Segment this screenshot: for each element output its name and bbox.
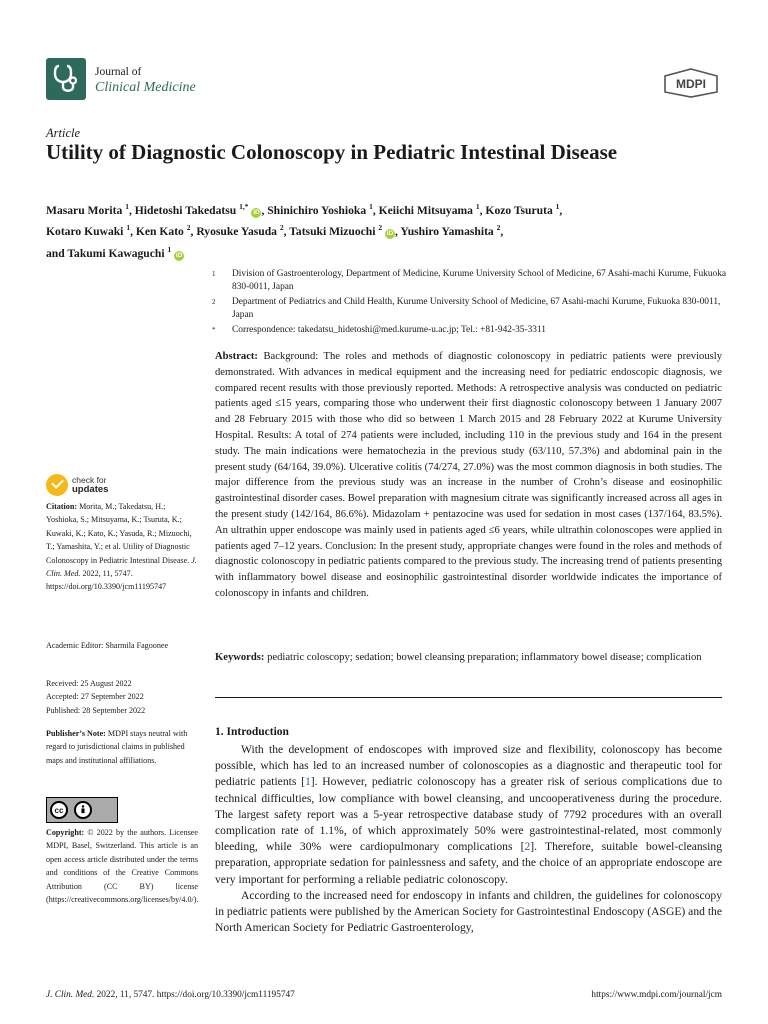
- updates-label: updates: [72, 484, 109, 495]
- author-name: Takumi Kawaguchi: [67, 246, 165, 260]
- author: [485, 204, 559, 217]
- author-name: Kotaro Kuwaki: [46, 225, 124, 239]
- paragraph: [215, 742, 722, 888]
- stethoscope-icon: [51, 63, 81, 95]
- footer-volume[interactable]: 2022, 11, 5747. https://doi.org/10.3390/jcm11195747: [96, 990, 295, 1000]
- attribution-icon: [74, 801, 92, 819]
- author: [67, 244, 184, 260]
- author: [379, 204, 480, 217]
- keywords-label: Keywords:: [215, 652, 265, 663]
- affiliation-number: 2: [212, 297, 216, 306]
- check-for-label: check for: [72, 475, 107, 485]
- author: [400, 225, 500, 238]
- affiliation-number: *: [212, 325, 216, 334]
- published-date: Published: 28 September 2022: [46, 705, 146, 715]
- article-title: Utility of Diagnostic Colonoscopy in Pediatric Intestinal Disease: [46, 140, 618, 164]
- author-name: Keiichi Mitsuyama: [378, 203, 473, 217]
- accepted-date: Accepted: 27 September 2022: [46, 692, 144, 702]
- keywords: [215, 650, 722, 666]
- author-affiliation-marker: 1: [369, 202, 373, 211]
- received-date: Received: 25 August 2022: [46, 679, 132, 688]
- paragraph-text: With the development of endoscopes with improved size and flexibility, colonoscopy has become possible, which has led to an increased number of colonoscopies as a diagnostic and therapeutic tool for pediatric patients [: [215, 743, 722, 789]
- orcid-icon[interactable]: iD: [175, 251, 183, 259]
- publication-dates: [46, 677, 198, 717]
- publisher-note: [46, 727, 198, 767]
- citation-journal: J. Clin. Med.: [46, 555, 197, 579]
- author: [136, 225, 191, 238]
- reference-link[interactable]: 2: [524, 840, 531, 854]
- author: [135, 204, 262, 217]
- affiliations: [212, 268, 732, 338]
- author-affiliation-marker: 1: [126, 223, 131, 233]
- publisher-note-label: Publisher’s Note:: [46, 729, 106, 738]
- footer-journal-url[interactable]: https://www.mdpi.com/journal/jcm: [591, 990, 722, 1000]
- author-list: Masaru Morita $^1$, Hidetoshi Takedatsu $^{1,*}$ iD , Shinichiro Yoshioka $^1$, Keiichi Mitsuyama $^1$, Kozo Tsuruta $^1$, Kotaro Kuwaki $^1$, Ken Kato $^2$, Ryosuke Yasuda $^2$, Tatsuki Mizuochi $^2$ iD , Yushiro Yamashita $^2$, and Takumi Kawaguchi $^1$ iD: [46, 202, 563, 260]
- author-affiliation-marker: 1: [167, 244, 172, 254]
- author-affiliation-marker: 2: [186, 223, 191, 233]
- journal-name: [95, 64, 196, 96]
- author-affiliation-marker: 1: [555, 202, 560, 211]
- citation-tail[interactable]: 2022, 11, 5747. https://doi.org/10.3390/jcm11195747: [46, 569, 167, 592]
- journal-logo: [46, 58, 86, 100]
- affiliation-text: Department of Pediatrics and Child Health, Kurume University School of Medicine, 67 Asahi-machi Kurume, Fukuoka 830-0011, Japan: [232, 296, 721, 321]
- publisher-note-text: MDPI stays neutral with regard to jurisdictional claims in published maps and institutional affiliations.: [46, 729, 188, 765]
- orcid-icon[interactable]: iD: [253, 208, 260, 216]
- journal-title: Clinical Medicine: [95, 80, 196, 95]
- author-affiliation-marker: 1: [125, 202, 129, 211]
- citation-label: Citation:: [46, 502, 78, 511]
- affiliation: [212, 268, 732, 295]
- check-icon: [46, 474, 68, 496]
- orcid-icon[interactable]: iD: [386, 230, 394, 238]
- publisher-name: MDPI: [676, 77, 706, 91]
- editor-label: Academic Editor:: [46, 641, 104, 650]
- affiliation-number: 1: [212, 270, 216, 278]
- author: [46, 225, 130, 238]
- cc-by-license-badge[interactable]: [46, 797, 118, 823]
- copyright-label: Copyright:: [46, 828, 85, 837]
- affiliation-text: Division of Gastroenterology, Department of Medicine, Kurume University School of Medicine, 67 Asahi-machi Kurume, Fukuoka 830-0011, Japan: [232, 269, 727, 293]
- abstract: [215, 349, 722, 602]
- author-affiliation-marker: 2: [279, 223, 284, 233]
- abstract-text: Background: The roles and methods of diagnostic colonoscopy in pediatric patients were previously demonstrated. With advances in medical equipment and the increasing need for pediatric endoscopic diagnosis, we compared recent results with those previously reported. Methods: A retrospective analysis was conducted on pediatric patients aged ≤15 years, comparing those who underwent their first diagnostic colonoscopy between 1 January 2007 and 28 February 2015 with those who did so between 1 March 2015 and 28 February 2022 at Kurume University Hospital. Results: A total of 274 patients were included, including 110 in the previous study and 164 in the present study. The main indications were hematochezia in the previous study (63/110, 57.3%) and abdominal pain in the present study (64/164, 39.0%). Ulcerative colitis (74/274, 27.0%) was the most common diagnosis in both studies. The major difference from the previous study was an increase in the number of Crohn’s disease and eosinophilic gastrointestinal disorder cases. Bowel preparation with magnesium citrate was significantly increased across all ages in the present study (142/164, 86.6%). Midazolam + pentazocine was used for sedation in most cases (137/164, 83.5%). An ultrathin upper endoscope was mainly used in patients aged ≤6 years, while ultrathin colonoscopes were applied in patients aged 7–12 years. Conclusion: In the present study, appropriate changes were found in the roles and methods of diagnostic colonoscopy in pediatric patients compared to the previous study. The increasing trend of patients presenting with inflammatory bowel disease and eosinophilic gastrointestinal disorder worldwide indicates the importance of colonoscopy in infants and children.: [215, 351, 722, 599]
- author: [267, 204, 373, 217]
- section-divider: [215, 697, 722, 698]
- author-affiliation-marker: 1: [475, 202, 480, 211]
- author: [196, 225, 283, 238]
- author-name: Ryosuke Yasuda: [196, 225, 277, 239]
- check-for-updates-badge[interactable]: [46, 474, 108, 496]
- author: [46, 204, 129, 217]
- keywords-text: pediatric coloscopy; sedation; bowel cleansing preparation; inflammatory bowel disease; complication: [267, 652, 702, 663]
- author-name: Masaru Morita: [46, 203, 123, 217]
- author-name: Yushiro Yamashita: [400, 225, 494, 239]
- citation-text: Morita, M.; Takedatsu, H.; Yoshioka, S.; Mitsuyama, K.; Tsuruta, K.; Kuwaki, K.; Kato, K.; Yasuda, R.; Mizuochi, T.; Yamashita, Y.; et al. Utility of Diagnostic Colonoscopy in Pediatric Intestinal Disease.: [46, 502, 192, 565]
- author-name: Kozo Tsuruta: [485, 203, 553, 217]
- cc-icon: cc: [50, 801, 68, 819]
- affiliation: [212, 296, 732, 323]
- author-name: Shinichiro Yoshioka: [267, 203, 367, 217]
- editor-name: Sharmila Fagoonee: [105, 641, 169, 650]
- reference-link[interactable]: 1: [304, 775, 311, 789]
- journal-of: Journal of: [95, 66, 142, 78]
- footer-citation: [46, 990, 295, 1000]
- copyright-text: © 2022 by the authors. Licensee MDPI, Basel, Switzerland. This article is an open access article distributed under the terms and conditions of the Creative Commons Attribution (CC BY) license (https://creativecommons.org/licenses/by/4.0/).: [46, 828, 199, 905]
- footer-journal: J. Clin. Med.: [46, 990, 95, 1000]
- author-affiliation-marker: 2: [378, 223, 383, 233]
- author-affiliation-marker: 2: [496, 223, 501, 233]
- author-name: Tatsuki Mizuochi: [289, 225, 376, 239]
- introduction-body: [215, 742, 722, 936]
- paragraph: According to the increased need for endoscopy in infants and children, the guidelines for colonoscopy in pediatric patients were published by the American Society for Gastrointestinal Endoscopy (ASGE) and the North American Society for Pediatric Gastroenterology,: [215, 888, 722, 935]
- affiliation-text: Correspondence: takedatsu_hidetoshi@med.kurume-u.ac.jp; Tel.: +81-942-35-3311: [232, 324, 546, 335]
- author-name: Ken Kato: [135, 225, 184, 239]
- abstract-label: Abstract:: [215, 351, 258, 362]
- author: [289, 225, 395, 238]
- paragraph-text: ]. Therefore, suitable bowel-cleansing preparation, appropriate sedation for painlessness and safety, and the choice of an appropriate endoscope are very important for performing a reliable pediatric colonoscopy.: [215, 840, 722, 886]
- author-affiliation-marker: 1,*: [239, 202, 249, 211]
- copyright-block: [46, 826, 198, 906]
- paragraph-text: ]. However, pediatric colonoscopy has a greater risk of serious complications due to technical difficulties, low compliance with bowel cleansing, and uncooperativeness during the procedure. The largest safety report was a 5-year retrospective database study of 7792 procedures with an overall complication rate of 1.1%, of which approximately 50% were gastrointestinal-related, most commonly bleeding, while 30% were cardiopulmonary complications [: [215, 775, 722, 854]
- citation-block: [46, 500, 198, 594]
- academic-editor: [46, 639, 198, 652]
- section-heading-introduction: 1. Introduction: [215, 726, 289, 738]
- affiliation: [212, 324, 732, 337]
- author-name: Hidetoshi Takedatsu: [134, 203, 237, 217]
- mdpi-logo: [662, 68, 720, 98]
- article-type: Article: [46, 126, 81, 140]
